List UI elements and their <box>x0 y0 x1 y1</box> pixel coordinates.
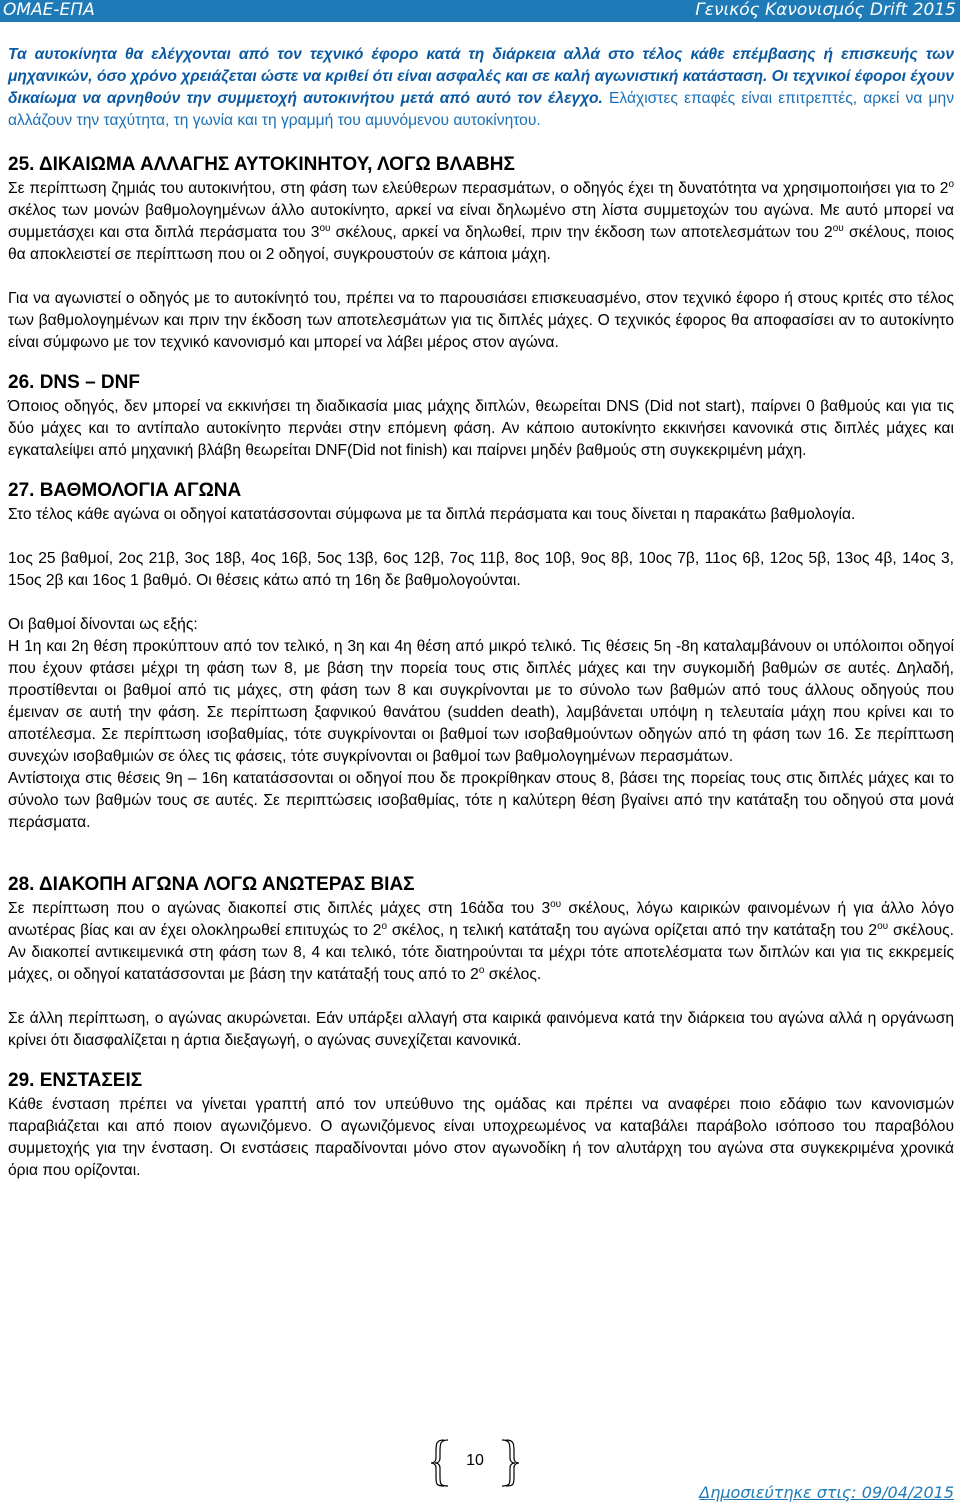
section-29-title: 29. ΕΝΣΤΑΣΕΙΣ <box>8 1070 143 1091</box>
section-27-title: 27. ΒΑΘΜΟΛΟΓΙΑ ΑΓΩΝΑ <box>8 480 242 501</box>
section-28-paragraph-1: Σε περίπτωση που ο αγώνας διακοπεί στις διπλές μάχες στη 16άδα του $3^{o\upsilon}$ σκέλους, λόγω καιρικών φαινομένων ή για άλλο λόγο ανωτέρας βίας και αν έχει ολοκληρωθεί επιτυχώς το $2^o$ σκέλος, η τελική κατάταξη του αγώνα ορίζεται από την κατάταξη του $2^{o\upsilon}$ σκέλους. Αν διακοπεί αντικειμενικά στη φάση των 8, 4 και τελικό, τότε διατηρούνται τα μέχρι τότε αποτελέσματα των διπλών και για τις εκκρεμείς μάχες, οι οδηγοί κατατάσσονται με βάση την κατάταξή τους από το $2^o$ σκέλος. <box>8 899 954 983</box>
document-body <box>8 44 954 1182</box>
header-doc-title: Γενικός Κανονισμός Drift 2015 <box>695 0 956 20</box>
section-27-paragraph-3: Η 1η και 2η θέση προκύπτουν από τον τελικό, η 3η και 4η θέση από μικρό τελικό. Τις θέσεις 5η -8η καταλαμβάνουν οι υπόλοιποι οδηγοί που έχουν φτάσει μέχρι τη φάση των 8, με βάση την πορεία τους στις διπλές μάχες και την συγκομιδή βαθμών σε αυτές. Δηλαδή, προστίθενται οι βαθμοί από τις μάχες, στη φάση των 8 και συγκρίνονται με το σύνολο των βαθμών από τους άλλους οδηγούς που έμειναν σε αυτή την φάση. Σε περίπτωση ξαφνικού θανάτου (sudden death), λαμβάνεται υπόψη η τελευταία μάχη που κρίνει και το αποτέλεσμα. Σε περίπτωση ισοβαθμίας, τότε συγκρίνονται οι βαθμοί των ισοβαθμούντων οδηγών από τη φάση των 16. Σε περίπτωση συνεχών ισοβαθμιών σε όλες τις φάσεις, τότε συγκρίνονται οι βαθμοί των βαθμολογημένων περασμάτων. <box>8 638 954 765</box>
section-27-paragraph-3-heading: Οι βαθμοί δίνονται ως εξής: <box>8 616 198 633</box>
intro-normal-text: Ελάχιστες επαφές είναι επιτρεπτές, αρκεί να μην αλλάζουν την ταχύτητα, τη γωνία και τη γραμμή του αμυνόμενου αυτοκίνητου. <box>8 90 954 129</box>
page-number: 10 <box>466 1452 484 1469</box>
header-org: ΟΜΑΕ-ΕΠΑ <box>3 0 95 20</box>
section-27-paragraph-4: Αντίστοιχα στις θέσεις 9η – 16η κατατάσσονται οι οδηγοί που δε προκρίθηκαν στους 8, βάσει της πορείας τους στις διπλές μάχες και το σύνολο των βαθμών τους σε αυτές. Σε περιπτώσεις ισοβαθμίας, τότε η καλύτερη θέση βγαίνει από την κατάταξη του οδηγού στα μονά περάσματα. <box>8 770 954 831</box>
section-25-paragraph-2: Για να αγωνιστεί ο οδηγός με το αυτοκίνητό του, πρέπει να το παρουσιάσει επισκευασμένο, στον τεχνικό έφορο ή στους κριτές στο τέλος των βαθμολογημένων και πριν την έκδοση των αποτελεσμάτων για τις διπλές μάχες. Ο τεχνικός έφορος θα αποφασίσει αν το αυτοκίνητο είναι σύμφωνο με τον τεχνικό κανονισμό και μπορεί να λάβει μέρος στον αγώνα. <box>8 290 954 351</box>
section-26-paragraph-1: Όποιος οδηγός, δεν μπορεί να εκκινήσει τη διαδικασία μιας μάχης διπλών, θεωρείται DNS (Did not start), παίρνει 0 βαθμούς και για τις δύο μάχες και το αντίπαλο αυτοκίνητο περνάει στην επόμενη φάση. Αν κάποιο αυτοκίνητο εκκινήσει κανονικά στις διπλές μάχες και εγκαταλείψει από μηχανική βλάβη θεωρείται DNF(Did not finish) και παίρνει μηδέν βαθμούς στη συγκεκριμένη μάχη. <box>8 398 954 459</box>
published-date: Δημοσιεύτηκε στις: 09/04/2015 <box>699 1483 954 1502</box>
section-27-points-list: 1ος 25 βαθμοί, 2ος 21β, 3ος 18β, 4ος 16β, 5ος 13β, 6ος 12β, 7ος 11β, 8ος 10β, 9ος 8β, 10ος 7β, 11ος 6β, 12ος 5β, 13ος 4β, 14ος 3, 15ος 2β και 16ος 1 βαθμό. Οι θέσεις κάτω από τη 16η δε βαθμολογούνται. <box>8 550 954 589</box>
section-26-title: 26. DNS – DNF <box>8 372 140 393</box>
page-number-frame <box>430 1438 520 1488</box>
section-25-title: 25. ΔΙΚΑΙΩΜΑ ΑΛΛΑΓΗΣ ΑΥΤΟΚΙΝΗΤΟΥ, ΛΟΓΩ ΒΛΑΒΗΣ <box>8 154 515 175</box>
header-bar <box>0 0 960 22</box>
intro-paragraph <box>8 44 954 132</box>
section-29-paragraph-1: Κάθε ένσταση πρέπει να γίνεται γραπτή από τον υπεύθυνο της ομάδας και πρέπει να αναφέρει ποιο εδάφιο των κανονισμών παραβιάζεται και από ποιον αγωνιζόμενο. Ο αγωνιζόμενος είναι υποχρεωμένος να καταβάλει παράβολο ισόποσο του παραβόλου συμμετοχής για την ένσταση. Οι ενστάσεις παραδίνονται μόνο στον αγωνοδίκη ή τον αλυτάρχη του αγώνα στα συγκεκριμένα χρονικά όρια που ορίζονται. <box>8 1096 954 1179</box>
section-25-paragraph-1: Σε περίπτωση ζημιάς του αυτοκινήτου, στη φάση των ελεύθερων περασμάτων, ο οδηγός έχει τη δυνατότητα να χρησιμοποιήσει για το $2^o$ σκέλος των μονών βαθμολογημένων άλλο αυτοκίνητο, αρκεί να είναι δηλωμένο στη λίστα συμμετοχών του αγώνα. Με αυτό μπορεί να συμμετάσχει και στα διπλά περάσματα του $3^{o\upsilon}$ σκέλους, αρκεί να δηλωθεί, πριν την έκδοση των αποτελεσμάτων του $2^{o\upsilon}$ σκέλους, ποιος θα αποκλειστεί σε περίπτωση που οι 2 οδηγοί, συγκρουστούν σε κάποια μάχη. <box>8 179 954 263</box>
section-28-paragraph-2: Σε άλλη περίπτωση, ο αγώνας ακυρώνεται. Εάν υπάρξει αλλαγή στα καιρικά φαινόμενα κατά την διάρκεια του αγώνα αλλά η οργάνωση κρίνει ότι διασφαλίζεται η άρτια διεξαγωγή, ο αγώνας συνεχίζεται κανονικά. <box>8 1010 954 1049</box>
section-27-paragraph-1: Στο τέλος κάθε αγώνα οι οδηγοί κατατάσσονται σύμφωνα με τα διπλά περάσματα και τους δίνεται η παρακάτω βαθμολογία. <box>8 506 856 523</box>
intro-bold-text: Τα αυτοκίνητα θα ελέγχονται από τον τεχνικό έφορο κατά τη διάρκεια αλλά στο τέλος κάθε επέμβασης ή επισκευής των μηχανικών, όσο χρόνο χρειάζεται ώστε να κριθεί ότι είναι ασφαλές και σε καλή αγωνιστική κατάσταση. Οι τεχνικοί έφοροι έχουν δικαίωμα να αρνηθούν την συμμετοχή αυτοκινήτου μετά από αυτό τον έλεγχο. <box>8 46 954 107</box>
section-28-title: 28. ΔΙΑΚΟΠΗ ΑΓΩΝΑ ΛΟΓΩ ΑΝΩΤΕΡΑΣ ΒΙΑΣ <box>8 874 415 895</box>
